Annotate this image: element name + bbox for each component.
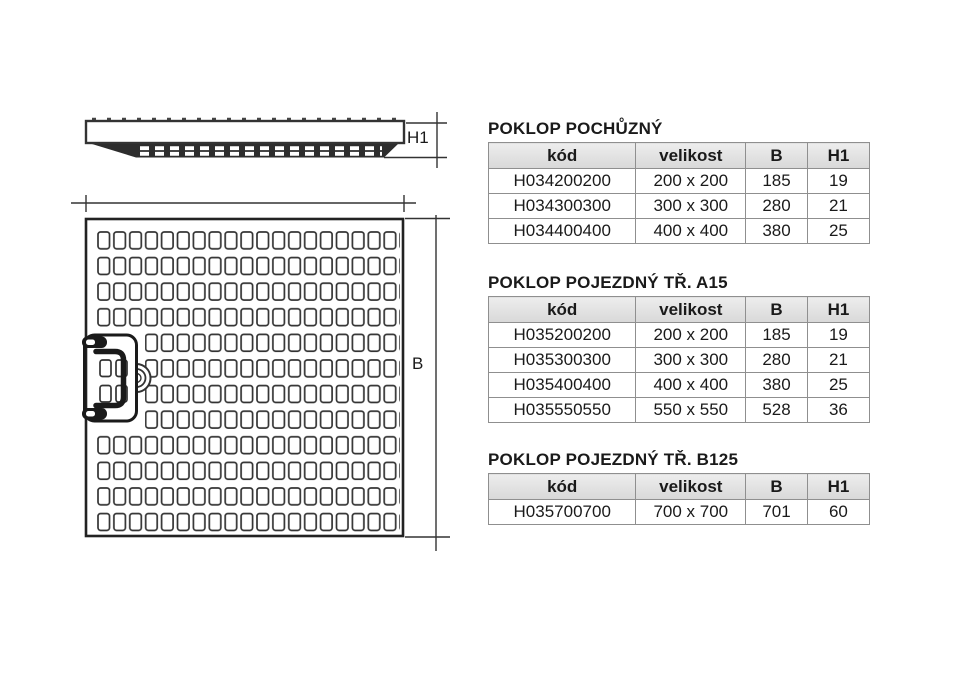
cell-b: 185 (746, 169, 808, 194)
column-header-b: B (746, 474, 808, 500)
column-header-velikost: velikost (636, 474, 746, 500)
spec-table-pochuzny (488, 142, 870, 244)
cell-kod: H034300300 (489, 194, 636, 219)
cell-velikost: 300 x 300 (636, 348, 746, 373)
table-title: POKLOP POJEZDNÝ TŘ. B125 (488, 450, 739, 469)
column-header-h1: H1 (807, 297, 869, 323)
cell-velikost: 550 x 550 (636, 398, 746, 423)
cell-b: 701 (746, 500, 808, 525)
dimension-label-h1: H1 (407, 128, 429, 147)
spec-table-pojezdny-b125 (488, 473, 870, 525)
cell-kod: H035300300 (489, 348, 636, 373)
cell-h1: 25 (807, 373, 869, 398)
cell-kod: H034200200 (489, 169, 636, 194)
b-dimension-lines (405, 215, 450, 551)
column-header-kod: kód (489, 474, 636, 500)
cell-velikost: 400 x 400 (636, 373, 746, 398)
table-row (489, 194, 870, 219)
cell-b: 280 (746, 348, 808, 373)
table-row (489, 500, 870, 525)
technical-drawing (60, 95, 460, 565)
cell-h1: 21 (807, 194, 869, 219)
cell-kod: H035550550 (489, 398, 636, 423)
hinge-pin-bottom (86, 411, 95, 417)
cell-h1: 19 (807, 323, 869, 348)
table-row (489, 169, 870, 194)
table-title: POKLOP POCHŮZNÝ (488, 119, 663, 138)
column-header-h1: H1 (807, 474, 869, 500)
spec-section-pojezdny-b125 (488, 451, 870, 525)
table-row (489, 348, 870, 373)
width-dimension-lines (71, 195, 416, 212)
cell-b: 185 (746, 323, 808, 348)
cell-velikost: 200 x 200 (636, 323, 746, 348)
cell-velikost: 700 x 700 (636, 500, 746, 525)
cell-b: 528 (746, 398, 808, 423)
cell-b: 380 (746, 373, 808, 398)
cell-h1: 21 (807, 348, 869, 373)
spec-section-pojezdny-a15 (488, 274, 870, 423)
cell-velikost: 200 x 200 (636, 169, 746, 194)
side-view (86, 112, 447, 168)
cell-kod: H035700700 (489, 500, 636, 525)
dimension-label-b: B (412, 354, 424, 373)
column-header-kod: kód (489, 143, 636, 169)
cell-h1: 60 (807, 500, 869, 525)
column-header-b: B (746, 143, 808, 169)
column-header-velikost: velikost (636, 297, 746, 323)
cell-velikost: 400 x 400 (636, 219, 746, 244)
cover-plate-profile (86, 121, 404, 143)
cell-h1: 25 (807, 219, 869, 244)
cell-kod: H035400400 (489, 373, 636, 398)
column-header-velikost: velikost (636, 143, 746, 169)
cell-b: 280 (746, 194, 808, 219)
header-row (489, 143, 870, 169)
table-row (489, 323, 870, 348)
header-row (489, 297, 870, 323)
table-row (489, 398, 870, 423)
cell-kod: H034400400 (489, 219, 636, 244)
column-header-h1: H1 (807, 143, 869, 169)
column-header-kod: kód (489, 297, 636, 323)
top-view (71, 195, 450, 551)
spec-table-pojezdny-a15 (488, 296, 870, 423)
table-row (489, 373, 870, 398)
header-row (489, 474, 870, 500)
table-row (489, 219, 870, 244)
cell-h1: 36 (807, 398, 869, 423)
cell-kod: H035200200 (489, 323, 636, 348)
table-title: POKLOP POJEZDNÝ TŘ. A15 (488, 273, 728, 292)
hinge-pin-top (86, 340, 95, 346)
cell-velikost: 300 x 300 (636, 194, 746, 219)
technical-drawing-area (60, 95, 460, 565)
cell-b: 380 (746, 219, 808, 244)
column-header-b: B (746, 297, 808, 323)
spec-section-pochuzny (488, 120, 870, 244)
cell-h1: 19 (807, 169, 869, 194)
